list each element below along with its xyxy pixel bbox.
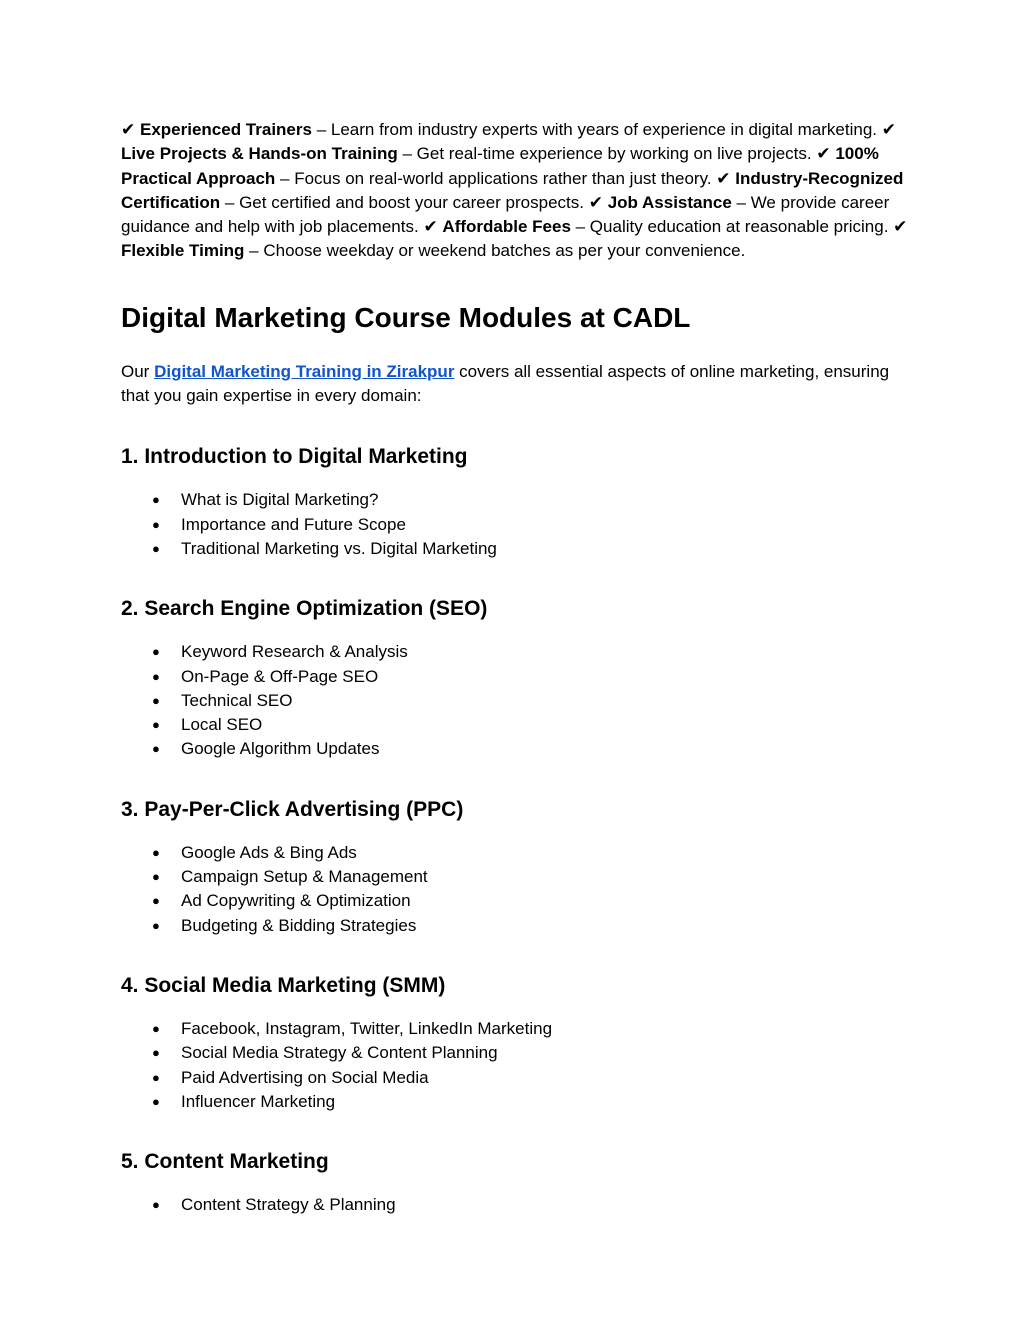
bullet-icon: ●: [152, 1020, 160, 1036]
list-item: [121, 689, 911, 713]
list-item-text: Campaign Setup & Management: [181, 867, 428, 887]
bullet-icon: ●: [152, 668, 160, 684]
list-item-text: Technical SEO: [181, 690, 293, 710]
check-icon: ✔: [423, 217, 438, 237]
module-list: [121, 640, 911, 761]
check-icon: ✔: [881, 120, 896, 139]
list-item: [121, 537, 911, 561]
feature-text: – Choose weekday or weekend batches as per your convenience.: [244, 241, 746, 261]
list-item: [121, 1090, 911, 1114]
bullet-icon: ●: [152, 917, 160, 933]
feature-text: – Get certified and boost your career prospects.: [220, 192, 589, 212]
module-section: [121, 444, 911, 561]
bullet-icon: ●: [152, 492, 160, 508]
list-item: [121, 737, 911, 761]
list-item-text: Social Media Strategy & Content Planning: [181, 1043, 498, 1063]
list-item-text: Content Strategy & Planning: [181, 1195, 396, 1215]
list-item-text: Keyword Research & Analysis: [181, 642, 408, 662]
list-item-text: Ad Copywriting & Optimization: [181, 891, 411, 911]
list-item-text: Google Ads & Bing Ads: [181, 842, 357, 862]
module-list: [121, 841, 911, 938]
bullet-icon: ●: [152, 1093, 160, 1109]
bullet-icon: ●: [152, 1069, 160, 1085]
module-section: [121, 797, 911, 938]
feature-title: 100% Practical Approach: [121, 144, 879, 188]
check-icon: ✔: [588, 192, 603, 212]
bullet-icon: ●: [152, 644, 160, 660]
page-title: Digital Marketing Course Modules at CADL: [121, 301, 691, 333]
bullet-icon: ●: [152, 1045, 160, 1061]
list-item-text: Traditional Marketing vs. Digital Marketing: [181, 538, 497, 558]
module-heading: 4. Social Media Marketing (SMM): [121, 973, 446, 997]
list-item: [121, 713, 911, 737]
feature-title: Industry-Recognized Certification: [121, 168, 904, 212]
feature-title: Experienced Trainers: [139, 120, 312, 139]
module-list: [121, 488, 911, 561]
module-list: [121, 1193, 911, 1217]
training-link[interactable]: Digital Marketing Training in Zirakpur: [154, 361, 455, 381]
check-icon: ✔: [893, 217, 908, 237]
list-item-text: What is Digital Marketing?: [181, 490, 379, 510]
list-item: [121, 889, 911, 913]
feature-title: Affordable Fees: [442, 217, 571, 237]
list-item-text: Influencer Marketing: [181, 1091, 336, 1111]
feature-text: – We provide career guidance and help with job placements.: [121, 192, 890, 237]
module-heading: 5. Content Marketing: [121, 1150, 329, 1174]
bullet-icon: ●: [152, 741, 160, 757]
list-item: [121, 665, 911, 689]
feature-title: Flexible Timing: [121, 241, 245, 261]
list-item: [121, 865, 911, 889]
feature-text: – Get real-time experience by working on live projects.: [397, 144, 817, 164]
check-icon: ✔: [816, 144, 831, 164]
bullet-icon: ●: [152, 893, 160, 909]
list-item: [121, 1066, 911, 1090]
list-item: [121, 488, 911, 512]
feature-title: Live Projects & Hands-on Training: [121, 144, 398, 164]
list-item: [121, 841, 911, 865]
bullet-icon: ●: [152, 717, 160, 733]
list-item: [121, 1041, 911, 1065]
feature-text: – Quality education at reasonable pricing.: [570, 217, 894, 237]
module-heading: 3. Pay-Per-Click Advertising (PPC): [121, 797, 464, 821]
bullet-icon: ●: [152, 844, 160, 860]
list-item-text: Importance and Future Scope: [181, 514, 406, 534]
list-item-text: Google Algorithm Updates: [181, 739, 380, 759]
list-item: [121, 640, 911, 664]
bullet-icon: ●: [152, 540, 160, 556]
lead-suffix: covers all essential aspects of online marketing, ensuring that you gain expertise in every domain:: [121, 361, 890, 406]
bullet-icon: ●: [152, 692, 160, 708]
feature-text: – Focus on real-world applications rather than just theory.: [275, 168, 717, 188]
module-list: [121, 1017, 911, 1114]
module-heading: 1. Introduction to Digital Marketing: [121, 445, 468, 469]
check-icon: ✔: [716, 168, 731, 188]
check-icon: ✔: [121, 120, 136, 139]
module-section: [121, 973, 911, 1114]
feature-text: – Learn from industry experts with years of experience in digital marketing.: [311, 120, 882, 139]
list-item: [121, 1193, 911, 1217]
document-page: [121, 118, 911, 1217]
list-item-text: Budgeting & Bidding Strategies: [181, 915, 417, 935]
bullet-icon: ●: [152, 516, 160, 532]
bullet-icon: ●: [152, 1197, 160, 1213]
feature-title: Job Assistance: [607, 192, 732, 212]
features-paragraph: [121, 118, 911, 264]
lead-paragraph: [121, 360, 911, 409]
module-heading: 2. Search Engine Optimization (SEO): [121, 597, 488, 621]
list-item: [121, 1017, 911, 1041]
list-item-text: On-Page & Off-Page SEO: [181, 666, 379, 686]
module-section: [121, 596, 911, 761]
list-item-text: Facebook, Instagram, Twitter, LinkedIn Marketing: [181, 1018, 553, 1038]
list-item: [121, 513, 911, 537]
list-item: [121, 914, 911, 938]
bullet-icon: ●: [152, 869, 160, 885]
list-item-text: Local SEO: [181, 715, 263, 735]
module-section: [121, 1149, 911, 1217]
lead-prefix: Our: [121, 361, 155, 381]
list-item-text: Paid Advertising on Social Media: [181, 1067, 429, 1087]
